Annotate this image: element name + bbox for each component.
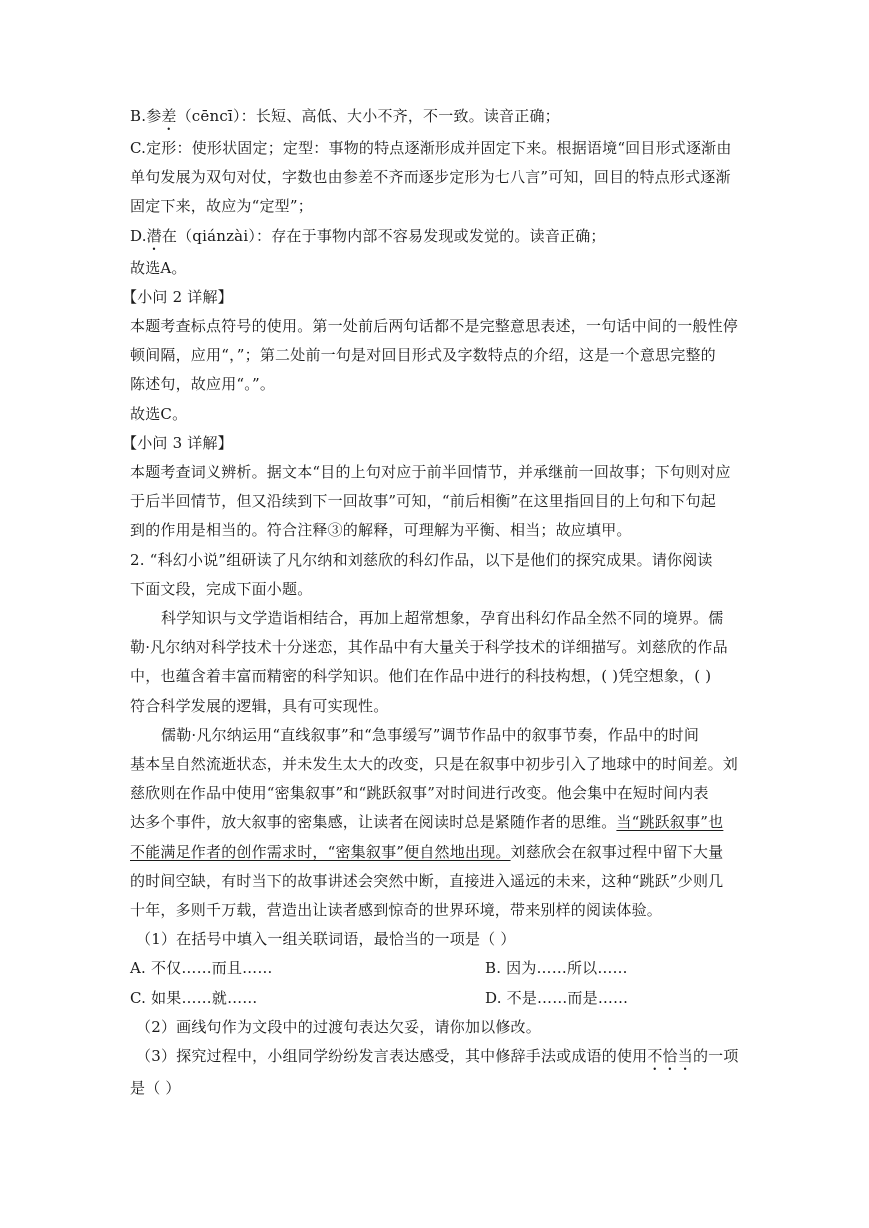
passage-line: 科学知识与文学造诣相结合，再加上超常想象，孕育出科幻作品全然不同的境界。儒: [161, 609, 724, 628]
emphasized-char: 潜: [146, 226, 162, 245]
emphasized-phrase: 不恰当: [647, 1047, 693, 1066]
option-row: [130, 954, 742, 983]
passage-line: 中，也蕴含着丰富而精密的科学知识。他们在作品中进行的科技构想，( )凭空想象，( ): [130, 667, 712, 686]
sub-question: （1）在括号中填入一组关联词语，最恰当的一项是（ ）: [136, 930, 516, 949]
option-row: [130, 984, 742, 1013]
text-span: （cēncī）：长短、高低、大小不齐，不一致。读音正确；: [176, 107, 560, 125]
text-span: 的一项: [692, 1047, 739, 1066]
sub-question: （2）画线句作为文段中的过渡句表达欠妥，请你加以修改。: [136, 1017, 541, 1036]
option-a: A. 不仅……而且……: [130, 959, 273, 978]
text-span: 刘慈欣会在叙事过程中留下大量: [510, 842, 724, 861]
option-c: C. 如果……就……: [130, 988, 258, 1007]
text-line: 到的作用是相当的。符合注释③的解释，可理解为平衡、相当；故应填甲。: [130, 521, 632, 540]
text-line: 单句发展为双句对仗，字数也由参差不齐而逐步定形为七八言”可知，回目的特点形式逐渐: [130, 168, 731, 187]
passage-line: 基本呈自然流逝状态，并未发生太大的改变，只是在叙事中初步引入了地球中的时间差。刘: [130, 755, 739, 774]
underlined-sentence: 不能满足作者的创作需求时，“密集叙事”便自然地出现。: [130, 842, 511, 861]
passage-line: 的时间空缺，有时当下的故事讲述会突然中断，直接进入遥远的未来，这种“跳跃”少则几: [130, 871, 724, 890]
text-line: 顿间隔，应用“，”；第二处前一句是对回目形式及字数特点的介绍，这是一个意思完整的: [130, 346, 716, 365]
sub-question: [130, 1042, 742, 1074]
section-heading: 【小问 3 详解】: [122, 433, 233, 452]
option-b: B. 因为……所以……: [485, 959, 628, 978]
document-body: [122, 102, 742, 1103]
underlined-sentence: 当“跳跃叙事”也: [616, 813, 724, 832]
text-span: （3）探究过程中，小组同学纷纷发言表达感受，其中修辞手法或成语的使用: [136, 1047, 648, 1066]
text-line: 下面文段，完成下面小题。: [130, 579, 313, 598]
option-d: D. 不是……而是……: [485, 988, 629, 1007]
text-line: C.定形：使形状固定；定型：事物的特点逐渐形成并固定下来。根据语境“回目形式逐渐由: [130, 139, 732, 157]
passage-line: 符合科学发展的逻辑，具有可实现性。: [130, 696, 389, 715]
text-line: [130, 222, 742, 254]
passage-line: 勒·凡尔纳对科学技术十分迷恋，其作品中有大量关于科学技术的详细描写。刘慈欣的作品: [130, 638, 728, 657]
question-stem: 2. “科幻小说”组研读了凡尔纳和刘慈欣的科幻作品，以下是他们的探究成果。请你阅读: [130, 550, 713, 569]
text-line: 本题考查词义辨析。据文本“目的上句对应于前半回情节，并承继前一回故事；下句则对应: [130, 463, 731, 482]
emphasized-char: 差: [161, 107, 177, 125]
text-span: B.参: [130, 107, 162, 125]
passage-line: [130, 838, 742, 867]
passage-line: 慈欣则在作品中使用“密集叙事”和“跳跃叙事”对时间进行改变。他会集中在短时间内表: [130, 784, 709, 803]
text-line: [130, 102, 742, 134]
passage-line: 儒勒·凡尔纳运用“直线叙事”和“急事缓写”调节作品中的叙事节奏，作品中的时间: [161, 725, 700, 744]
text-line: 故选A。: [130, 258, 187, 277]
text-span: 在（qiánzài）：存在于事物内部不容易发现或发觉的。读音正确；: [161, 226, 606, 245]
text-span: D.: [130, 226, 147, 245]
text-line: 于后半回情节，但又沿续到下一回故事”可知，“前后相衡”在这里指回目的上句和下句起: [130, 492, 717, 511]
passage-line: 十年，多则千万载，营造出让读者感到惊奇的世界环境，带来别样的阅读体验。: [130, 901, 663, 920]
text-line: 本题考查标点符号的使用。第一处前后两句话都不是完整意思表述，一句话中间的一般性停: [130, 317, 739, 336]
text-line: 固定下来，故应为“定型”；: [130, 197, 313, 216]
text-line: 陈述句，故应用“。”。: [130, 375, 276, 394]
text-line: 故选C。: [130, 404, 188, 423]
text-line: 是（ ）: [130, 1079, 181, 1098]
section-heading: 【小问 2 详解】: [122, 287, 233, 306]
text-span: 达多个事件，放大叙事的密集感，让读者在阅读时总是紧随作者的思维。: [130, 813, 617, 832]
passage-line: [130, 808, 742, 837]
